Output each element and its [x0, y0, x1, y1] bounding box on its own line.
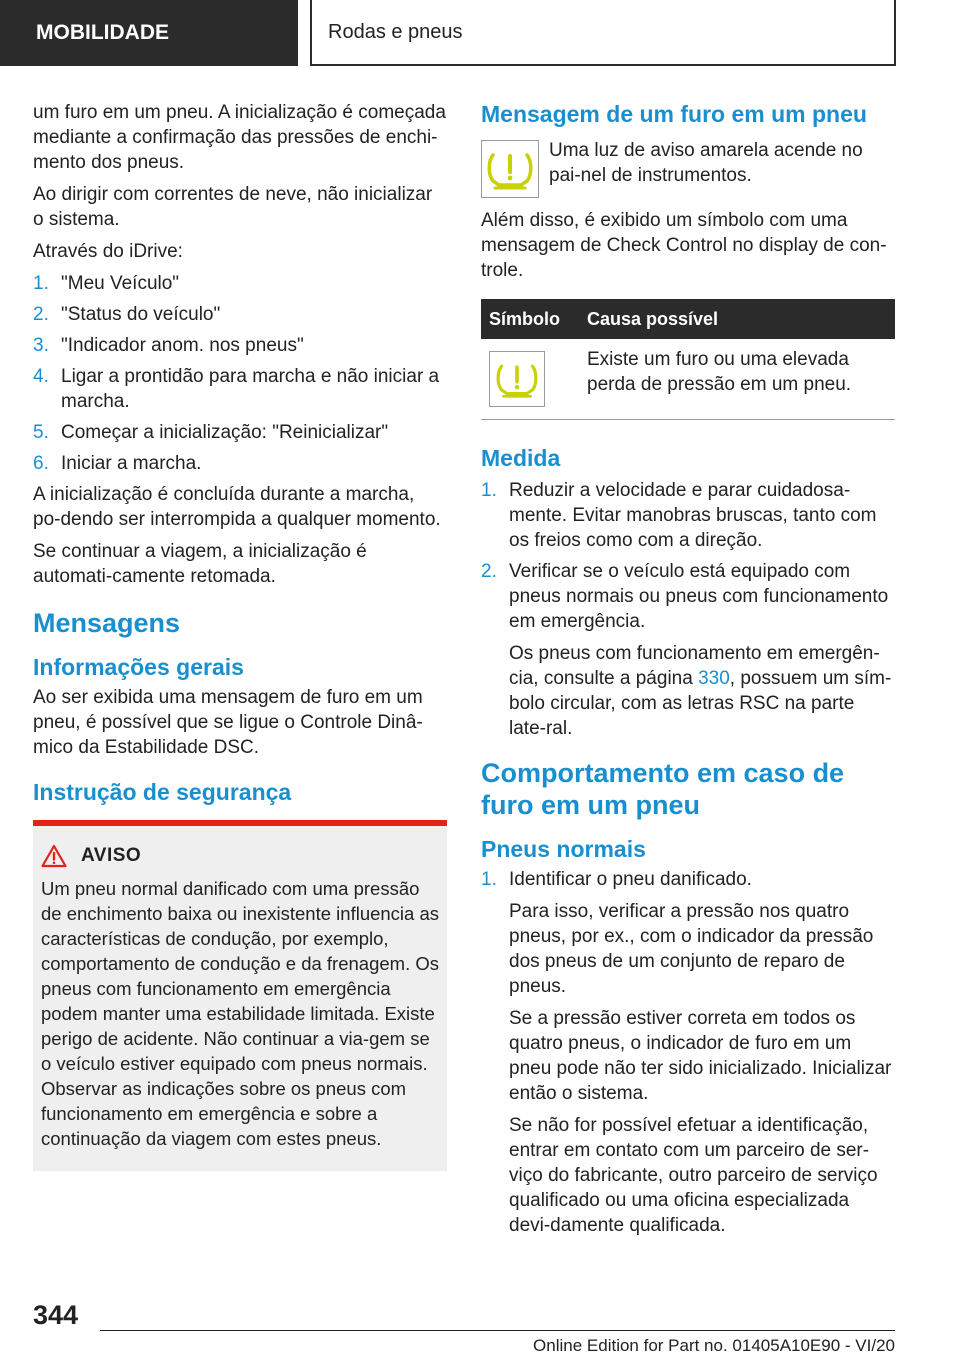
body-paragraph: A inicialização é concluída durante a marcha, po‐dendo ser interrompida a qualquer momento.	[33, 484, 441, 530]
list-item	[33, 302, 447, 327]
list-item	[33, 420, 447, 445]
heading-informacoes-gerais: Informações gerais	[33, 654, 244, 680]
intro-paragraph: Através do iDrive:	[33, 241, 183, 262]
footer-edition: Online Edition for Part no. 01405A10E90 - VI/20	[533, 1336, 895, 1355]
tire-pressure-warning-icon	[481, 140, 539, 198]
tire-pressure-warning-icon	[489, 351, 545, 407]
body-paragraph: Ao ser exibida uma mensagem de furo em um pneu, é possível que se ligue o Controle Dinâ‐mico da Estabilidade DSC.	[33, 687, 423, 758]
list-item	[33, 364, 447, 414]
list-item	[481, 478, 895, 553]
step-note	[509, 641, 895, 741]
step-number: 2.	[33, 304, 49, 325]
intro-paragraph: Ao dirigir com correntes de neve, não inicializar o sistema.	[33, 184, 433, 230]
right-column	[481, 100, 895, 1244]
list-item	[33, 451, 447, 476]
normais-steps-list	[481, 867, 895, 1238]
step-note: Para isso, verificar a pressão nos quatro pneus, por ex., com o indicador da pressão dos pneus de um conjunto de reparo de pneus.	[509, 901, 874, 997]
body-paragraph: Além disso, é exibido um símbolo com uma mensagem de Check Control no display de con‐trole.	[481, 210, 887, 281]
table-row	[481, 339, 895, 420]
step-text: Começar a inicialização: "Reinicializar"	[61, 422, 389, 443]
table-cell-symbol	[481, 339, 579, 420]
warning-text: Um pneu normal danificado com uma pressão de enchimento baixa ou inexistente influencia as características de condução, por exemplo, comportamento de condução e da frenagem. Os pneus com funcionamento em emergência podem manter uma estabilidade limitada. Existe perigo de acidente. Não continuar a via‐gem se o veículo estiver equipado com pneus normais. Observar as indicações sobre os pneus com funcionamento em emergência e sobre a continuação da viagem com estes pneus.	[41, 878, 440, 1149]
table-header-causa: Causa possível	[579, 299, 895, 339]
heading-instrucao-seguranca: Instrução de segurança	[33, 779, 292, 805]
note-text: Os pneus com funcionamento em emergên‐cia, consulte a página	[509, 643, 880, 689]
body-paragraph: Se continuar a viagem, a inicialização é automati‐camente retomada.	[33, 541, 367, 587]
list-item	[481, 559, 895, 741]
step-note: Se não for possível efetuar a identificação, entrar em contato com um parceiro de ser‐viço do fabricante, outro parceiro de serviço qualificado ou uma oficina especializada devi‐damente qualificada.	[509, 1115, 878, 1236]
step-number: 1.	[481, 869, 497, 890]
note-text: , possuem um sím‐bolo circular, com as letras RSC na parte late‐ral.	[509, 668, 892, 739]
step-text: Reduzir a velocidade e parar cuidadosa‐mente. Evitar manobras bruscas, tanto com os freios como com a direção.	[509, 480, 877, 551]
medida-steps-list	[481, 478, 895, 741]
warning-light-text: Uma luz de aviso amarela acende no pai‐nel de instrumentos.	[549, 140, 863, 186]
section-tab: MOBILIDADE	[0, 0, 298, 66]
warning-title: AVISO	[81, 845, 142, 866]
table-cell-cause: Existe um furo ou uma elevada perda de pressão em um pneu.	[579, 339, 895, 420]
step-text: "Status do veículo"	[61, 304, 221, 325]
warning-header	[41, 844, 439, 868]
step-number: 5.	[33, 422, 49, 443]
table-header-row	[481, 299, 895, 339]
step-text: Verificar se o veículo está equipado com pneus normais ou pneus com funcionamento em emergência.	[509, 561, 889, 632]
page-330-link[interactable]: 330	[698, 668, 730, 689]
page-header	[0, 0, 960, 66]
step-number: 1.	[33, 273, 49, 294]
heading-pneus-normais: Pneus normais	[481, 836, 646, 862]
list-item	[33, 271, 447, 296]
step-number: 2.	[481, 561, 497, 582]
step-note: Se a pressão estiver correta em todos os quatro pneus, o indicador de furo em um pneu pode não ter sido inicializado. Inicializar então o sistema.	[509, 1008, 892, 1104]
step-number: 3.	[33, 335, 49, 356]
heading-medida: Medida	[481, 445, 561, 471]
list-item	[33, 333, 447, 358]
step-text: Identificar o pneu danificado.	[509, 869, 752, 890]
step-text: Iniciar a marcha.	[61, 453, 202, 474]
page-number: 344	[33, 1300, 79, 1330]
left-column	[33, 100, 447, 1171]
heading-comportamento: Comportamento em caso de furo em um pneu	[481, 758, 845, 820]
warning-light-row	[481, 138, 895, 198]
list-item	[481, 867, 895, 1238]
step-text: Ligar a prontidão para marcha e não iniciar a marcha.	[61, 366, 440, 412]
heading-mensagem-furo: Mensagem de um furo em um pneu	[481, 101, 867, 127]
table-header-simbolo: Símbolo	[481, 299, 579, 339]
footer-divider	[100, 1330, 895, 1331]
step-number: 1.	[481, 480, 497, 501]
intro-paragraph: um furo em um pneu. A inicialização é começada mediante a confirmação das pressões de enchi‐mento dos pneus.	[33, 102, 446, 173]
idrive-steps-list	[33, 271, 447, 476]
symbol-table	[481, 299, 895, 420]
step-number: 4.	[33, 366, 49, 387]
step-text: "Meu Veículo"	[61, 273, 180, 294]
step-number: 6.	[33, 453, 49, 474]
warning-triangle-icon	[41, 844, 67, 868]
step-text: "Indicador anom. nos pneus"	[61, 335, 304, 356]
warning-box	[33, 820, 447, 1171]
chapter-title: Rodas e pneus	[310, 0, 896, 66]
heading-mensagens: Mensagens	[33, 608, 181, 638]
